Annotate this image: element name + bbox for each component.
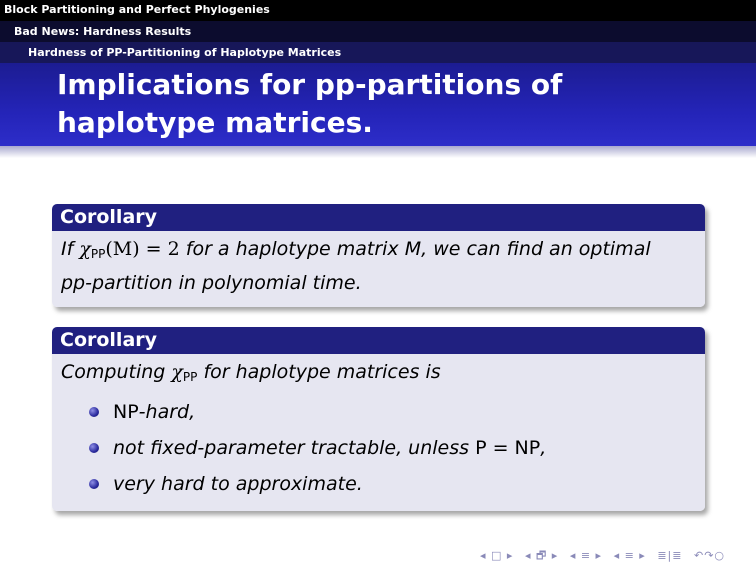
math-subscript: PP [90, 247, 106, 261]
nav-subsection-icon[interactable]: ◂ 🗗 ▸ [524, 549, 559, 562]
title-shadow [0, 146, 756, 158]
math-chi: χ [79, 238, 91, 260]
headline-subsubsection-label[interactable]: Hardness of PP-Partitioning of Haplotype Matrices [28, 46, 342, 59]
block-body [52, 354, 705, 511]
navigation-bar [480, 547, 732, 563]
list-item [85, 394, 695, 430]
math-np: NP [113, 401, 139, 423]
nav-section-icon[interactable]: ◂ ≡ ▸ [569, 549, 603, 562]
block-title: Corollary [52, 204, 705, 231]
bullet-icon [89, 407, 99, 417]
bullet-icon [89, 443, 99, 453]
list-item [85, 430, 695, 466]
frame-title-bar [0, 63, 756, 146]
headline-subsection[interactable] [0, 21, 756, 42]
math-expression: (M) = 2 [105, 238, 180, 260]
nav-search-icon[interactable]: ↶↷○ [693, 549, 726, 562]
math-p-equals-np: P = NP [475, 437, 541, 459]
headline-section-label[interactable]: Block Partitioning and Perfect Phylogenies [4, 3, 270, 16]
block-body [52, 231, 705, 307]
body-text: pp-partition in polynomial time. [61, 272, 362, 294]
math-chi: χ [171, 361, 183, 383]
headline-subsubsection[interactable] [0, 42, 756, 63]
item-text: not fixed-parameter tractable, unless [113, 437, 470, 459]
headline-subsection-label[interactable]: Bad News: Hardness Results [14, 25, 192, 38]
body-text: Computing [61, 361, 166, 383]
nav-align-icon[interactable]: ≣|≣ [657, 549, 683, 562]
headline-section[interactable] [0, 0, 756, 21]
bullet-list [61, 394, 695, 502]
body-text: for haplotype matrices is [203, 361, 441, 383]
math-subscript: PP [182, 370, 198, 384]
nav-subsubsection-icon[interactable]: ◂ ≡ ▸ [613, 549, 646, 562]
corollary-block-2 [52, 327, 705, 511]
body-text: If [61, 238, 74, 260]
body-text: for a haplotype matrix M, we can find an optimal [185, 238, 651, 260]
block-title: Corollary [52, 327, 705, 354]
corollary-block-1 [52, 204, 705, 307]
item-text: -hard, [138, 401, 196, 423]
item-text: very hard to approximate. [113, 473, 363, 495]
item-tail: , [540, 437, 547, 459]
list-item [85, 466, 695, 502]
nav-frame-icon[interactable]: ◂ □ ▸ [480, 549, 514, 562]
bullet-icon [89, 479, 99, 489]
frame-title: Implications for pp-partitions of haplotype matrices. [57, 68, 563, 139]
